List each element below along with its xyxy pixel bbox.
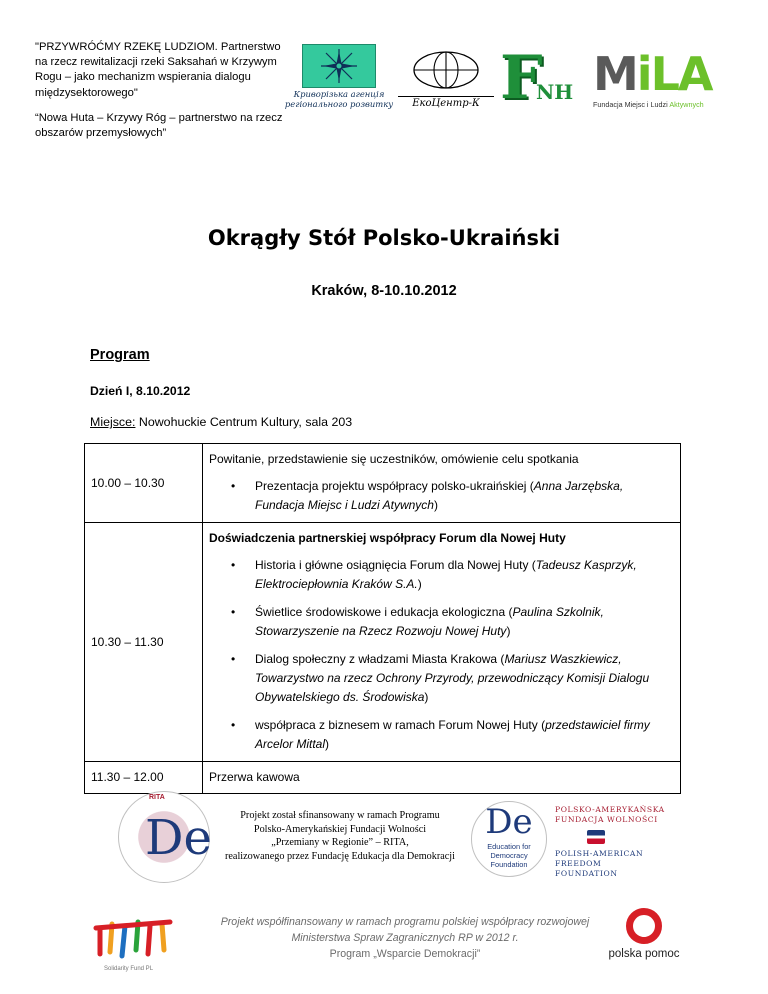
project-title: "PRZYWRÓĆMY RZEKĘ LUDZIOM. Partnerstwo na rzecz rewitalizacji rzeki Saksahań w Krzywym Rogu – jako mechanizm wspierania dialogu międzysektorowego" (35, 41, 281, 99)
place-label: Miejsce: (90, 415, 136, 429)
item-close: ) (506, 624, 511, 638)
item-text: Świetlice środowiskowe i edukacja ekologiczna ( (255, 605, 513, 619)
pafw-logo (555, 805, 665, 879)
funding-line-2: Polsko-Amerykańskiej Fundacji Wolności (253, 823, 427, 835)
polska-pomoc-logo (596, 908, 692, 960)
fnh-logo (500, 43, 582, 113)
cofunding-statement (210, 914, 600, 962)
item-close: ) (424, 690, 429, 704)
schedule-item (209, 477, 672, 515)
people-icon (92, 914, 184, 964)
page-title: Okrągły Stół Polsko-Ukraiński (207, 226, 561, 250)
fnh-letters-nh: NH (536, 80, 574, 104)
item-text: Dialog społeczny z władzami Miasta Krakowa ( (255, 652, 505, 666)
schedule-item (209, 716, 672, 754)
schedule-time: 10.00 – 10.30 (85, 444, 203, 523)
schedule-description (203, 444, 681, 523)
flag-icon (587, 830, 605, 844)
mila-subtitle (593, 100, 743, 109)
schedule-row (85, 444, 681, 523)
efd-logo (471, 801, 547, 877)
funding-line-1: Projekt został sfinansowany w ramach Programu (240, 810, 440, 821)
rita-mark: De (145, 810, 212, 866)
cofund-line-1: Projekt współfinansowany w ramach programu polskiej współpracy rozwojowej (220, 916, 590, 928)
mila-letter-m: M (593, 47, 637, 101)
polska-pomoc-caption: polska pomoc (608, 948, 680, 960)
schedule-items (209, 477, 672, 515)
schedule-lead: Doświadczenia partnerskiej współpracy Forum dla Nowej Huty (209, 531, 566, 545)
schedule-time: 11.30 – 12.00 (85, 762, 203, 794)
funding-line-4: realizowanego przez Fundację Edukacja dla Demokracji (225, 850, 455, 862)
kriv-caption-1: Криворізька агенція (293, 89, 385, 99)
kriv-agency-logo (283, 44, 395, 120)
polska-pomoc-icon (626, 908, 662, 944)
item-person: Mariusz Waszkiewicz, Towarzystwo na rzecz Ochrony Przyrody, przewodniczący Komisji Dialogu Obywatelskiego ds. Środowiska (255, 652, 650, 704)
item-text: współpraca z biznesem w ramach Forum Nowej Huty ( (255, 718, 546, 732)
program-heading: Program (90, 347, 150, 363)
schedule-description (203, 523, 681, 762)
pafw-pl-1: POLSKO-AMERYKAŃSKA (555, 805, 665, 814)
mila-sub-green: Aktywnych (669, 100, 704, 109)
schedule-items (209, 556, 672, 754)
ekocentr-logo (398, 50, 494, 110)
funding-footer (100, 787, 668, 887)
page-subtitle: Kraków, 8-10.10.2012 (311, 283, 457, 299)
schedule-item (209, 650, 672, 707)
place-value: Nowohuckie Centrum Kultury, sala 203 (135, 415, 353, 429)
fnh-letter-f: F (500, 43, 543, 113)
funding-statement (220, 809, 460, 863)
mila-sub-main: Fundacja Miejsc i Ludzi (593, 100, 670, 109)
item-person: przedstawiciel firmy Arcelor Mittal (255, 718, 650, 751)
partnership-title: “Nowa Huta – Krzywy Róg – partnerstwo na rzecz obszarów przemysłowych” (35, 111, 283, 140)
item-person: Paulina Szkolnik, Stowarzyszenie na Rzecz Rozwoju Nowej Huty (255, 605, 604, 638)
mila-logo (593, 47, 743, 110)
schedule-item (209, 603, 672, 641)
funding-line-3: „Przemiany w Regionie” – RITA, (271, 837, 409, 849)
rita-tag: RITA (149, 794, 165, 801)
item-close: ) (417, 577, 422, 591)
item-text: Historia i główne osiągnięcia Forum dla Nowej Huty ( (255, 558, 536, 572)
item-close: ) (433, 498, 438, 512)
item-close: ) (325, 737, 330, 751)
compass-icon (302, 44, 376, 88)
solidarity-fund-logo (92, 914, 188, 974)
ekocentr-caption: ЕкоЦентр-К (398, 96, 494, 109)
mila-wordmark (593, 47, 743, 101)
kriv-caption-2: регіонального розвитку (284, 99, 394, 109)
pafw-en-1: POLISH-AMERICAN (555, 849, 644, 858)
schedule-table (84, 443, 681, 794)
schedule-row (85, 523, 681, 762)
cofund-line-3: Program „Wsparcie Demokracji” (329, 948, 481, 960)
mila-letter-l: L (650, 47, 678, 101)
schedule-time: 10.30 – 11.30 (85, 523, 203, 762)
efd-caption: Education for Democracy Foundation (487, 842, 531, 869)
day-heading: Dzień I, 8.10.2012 (90, 384, 191, 398)
schedule-lead: Powitanie, przedstawienie się uczestników, omówienie celu spotkania (209, 452, 579, 466)
header-text-block (35, 40, 285, 141)
pafw-en-2: FREEDOM FOUNDATION (555, 859, 618, 878)
item-person: Tadeusz Kasprzyk, Elektrociepłownia Kraków S.A. (255, 558, 637, 591)
cofunding-footer (0, 904, 768, 994)
rita-logo (118, 791, 210, 883)
place-line (90, 415, 352, 429)
pafw-pl-2: FUNDACJA WOLNOŚCI (555, 815, 658, 824)
schedule-item (209, 556, 672, 594)
mila-letter-a: A (677, 47, 712, 101)
mila-letter-i: i (636, 47, 651, 101)
item-person: Anna Jarzębska, Fundacja Miejsc i Ludzi Atywnych (255, 479, 624, 512)
globe-icon (411, 50, 481, 90)
item-text: Prezentacja projektu współpracy polsko-ukraińskiej ( (255, 479, 534, 493)
cofund-line-2: Ministerstwa Spraw Zagranicznych RP w 2012 r. (291, 932, 519, 944)
solidarity-caption: Solidarity Fund PL (104, 966, 154, 972)
schedule-lead: Przerwa kawowa (209, 770, 300, 784)
efd-mark: De (485, 802, 533, 842)
